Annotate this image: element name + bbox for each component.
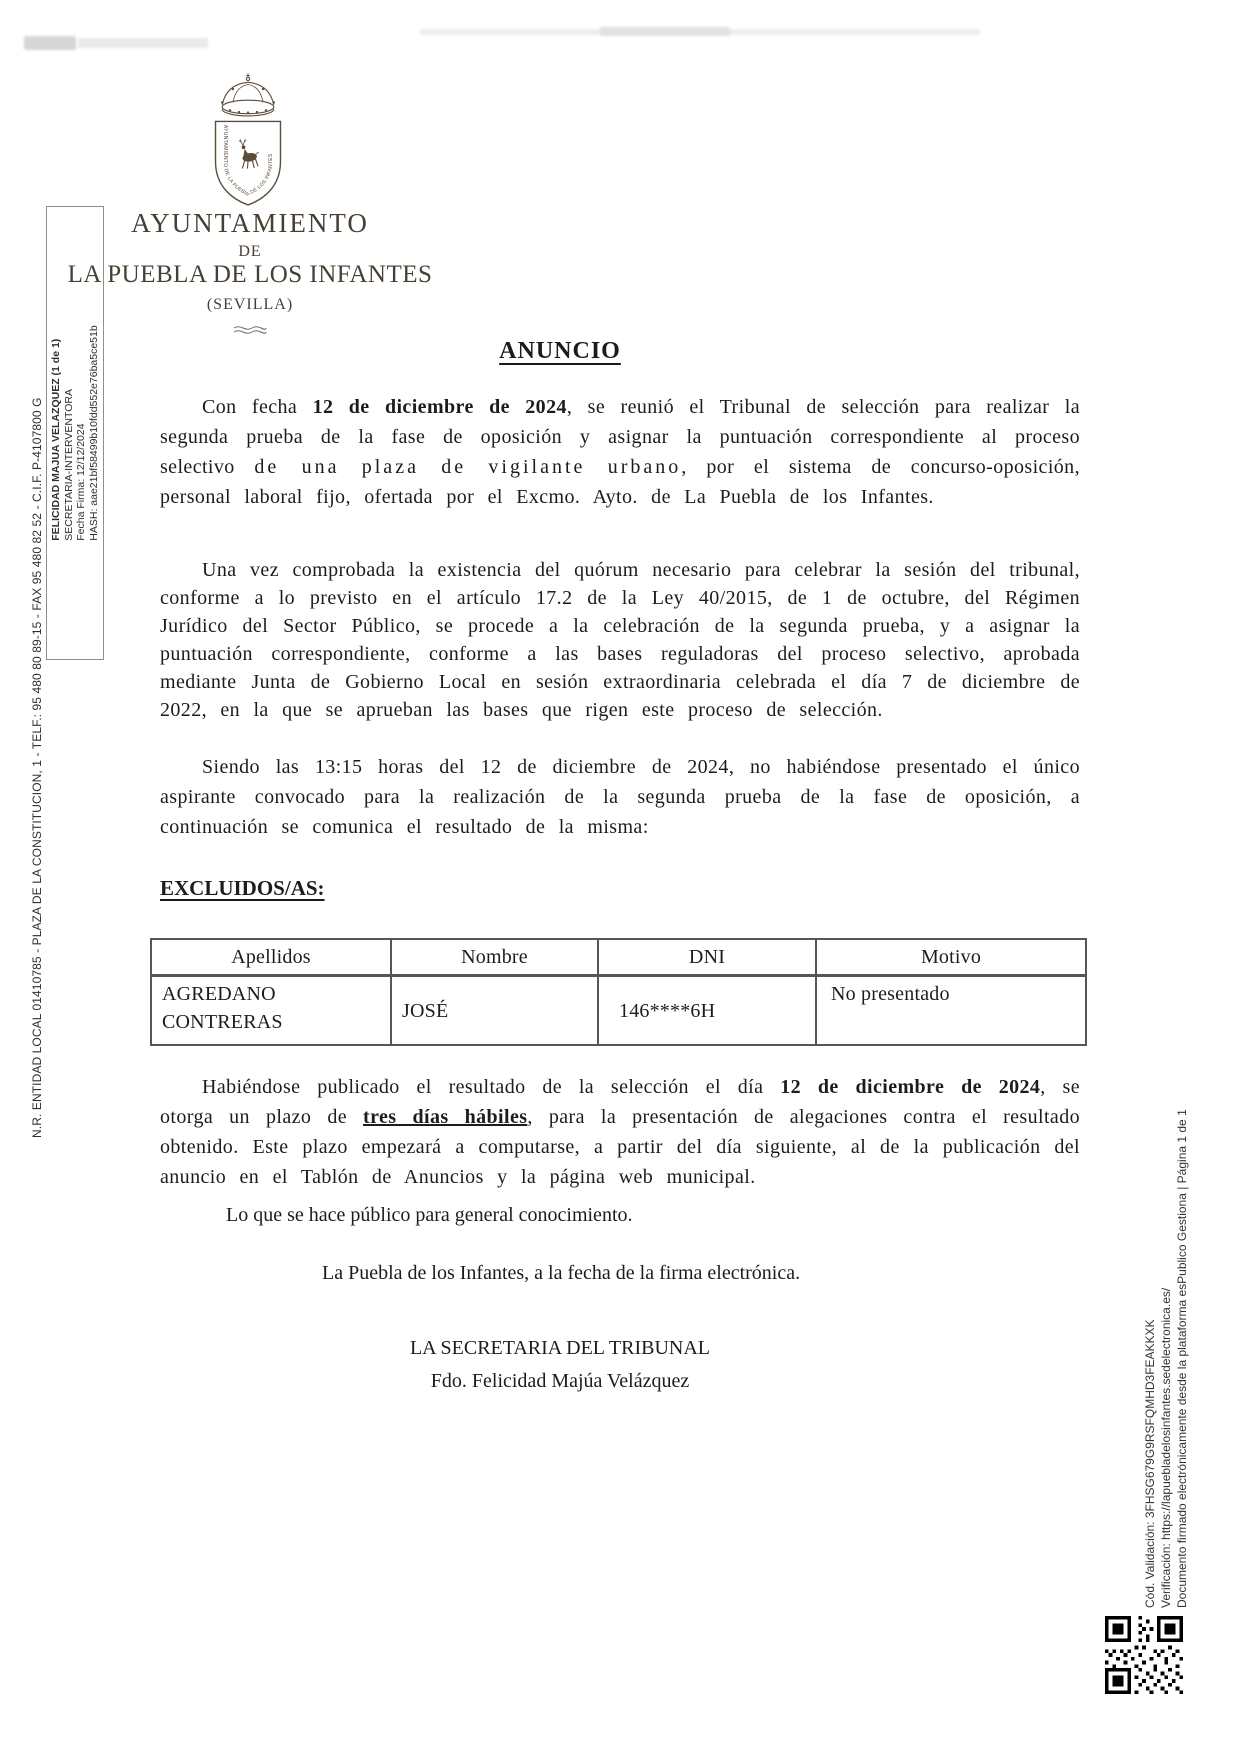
paragraph-3: Siendo las 13:15 horas del 12 de diciembre de 2024, no habiéndose presentado el único aspirante convocado para la realización de la segunda prueba de la fase de oposición, a continuación se comunica el resultado de la misma:	[160, 756, 1080, 838]
coat-of-arms-icon	[192, 70, 304, 220]
document-title	[160, 338, 960, 365]
signature-hash: HASH: aae21bf58499b10fdd552e76ba5ce51b	[87, 325, 100, 541]
scan-artifact	[600, 27, 730, 36]
header-divider-squiggle	[232, 325, 268, 335]
validation-code-line: Cód. Validación: 3FHSG679G9RSFQMHD3FEAKKXK	[1143, 1319, 1157, 1608]
table-header-apellidos: Apellidos	[151, 939, 391, 976]
org-name-line1: AYUNTAMIENTO	[131, 208, 369, 238]
document-title-text: ANUNCIO	[499, 338, 621, 364]
closing-public-line: Lo que se hace público para general conocimiento.	[226, 1204, 633, 1226]
paragraph-2: Una vez comprobada la existencia del quórum necesario para celebrar la sesión del tribunal, conforme a lo previsto en el artículo 17.2 de la Ley 40/2015, de 1 de octubre, del Régimen Jurídico del Sector Público, se procede a la celebración de la segunda prueba, y a asignar la puntuación correspondiente, conforme a las bases reguladoras del proceso selectivo, aprobada mediante Junta de Gobierno Local en sesión extraordinaria celebrada el día 7 de diciembre de 2022, en la que se aprueban las bases que rigen este proceso de selección.	[160, 559, 1080, 721]
table-header-row	[151, 939, 1086, 976]
paragraph-4: Habiéndose publicado el resultado de la selección el día 12 de diciembre de 2024, se otorga un plazo de tres días hábiles, para la presentación de alegaciones contra el resultado obtenido. Este plazo empezará a computarse, a partir del día siguiente, al de la publicación del anuncio en el Tablón de Anuncios y la página web municipal.	[160, 1076, 1080, 1188]
signer-name: FELICIDAD MAJUA VELAZQUEZ (1 de 1)	[50, 338, 62, 541]
table-row	[151, 976, 1086, 1046]
signer-info-box	[46, 206, 104, 660]
org-name-line2: DE	[238, 243, 262, 260]
table-header-dni: DNI	[598, 939, 816, 976]
cell-nombre: JOSÉ	[391, 976, 598, 1046]
excluded-table	[150, 938, 1087, 1046]
signed-document-line: Documento firmado electrónicamente desde la plataforma esPublico Gestiona | Página 1 de 1	[1175, 1109, 1189, 1608]
cell-motivo: No presentado	[816, 976, 1086, 1046]
table-header-motivo: Motivo	[816, 939, 1086, 976]
org-name-line3: LA PUEBLA DE LOS INFANTES	[67, 261, 433, 288]
signer-role: SECRETARIA-INTERVENTORA	[62, 389, 75, 541]
excluded-heading-text: EXCLUIDOS/AS:	[160, 876, 325, 900]
cell-apellidos: AGREDANO CONTRERAS	[151, 976, 391, 1046]
qr-code-icon	[1105, 1616, 1183, 1694]
crest-circular-text: AYUNTAMIENTO DE LA PUEBLA DE LOS INFANTES	[221, 124, 275, 198]
entity-registration-line: N.R. ENTIDAD LOCAL 01410785 - PLAZA DE LA CONSTITUCION, 1 - TELF.: 95 480 80 89-15 - FAX 95 480 82 52 - C.I.F. P-4107800 G	[30, 397, 44, 1138]
table-header-nombre: Nombre	[391, 939, 598, 976]
closing-place-line: La Puebla de los Infantes, a la fecha de la firma electrónica.	[322, 1262, 801, 1284]
signature-role: LA SECRETARIA DEL TRIBUNAL	[409, 1337, 711, 1359]
signature-date: Fecha Firma: 12/12/2024	[75, 423, 87, 541]
scan-artifact	[24, 36, 76, 50]
excluded-heading	[160, 876, 325, 901]
verification-url-line: Verificación: https://lapuebladelosinfantes.sedelectronica.es/	[1159, 1287, 1173, 1608]
deer-icon	[239, 139, 259, 168]
org-province: (SEVILLA)	[206, 296, 294, 313]
paragraph-1: Con fecha 12 de diciembre de 2024, se reunió el Tribunal de selección para realizar la segunda prueba de la fase de oposición y asignar la puntuación correspondiente al proceso selectivo de una plaza de vigilante urbano, por el sistema de concurso-oposición, personal laboral fijo, ofertada por el Excmo. Ayto. de La Puebla de los Infantes.	[160, 396, 1080, 508]
signature-name: Fdo. Felicidad Majúa Velázquez	[430, 1370, 690, 1392]
cell-dni: 146****6H	[598, 976, 816, 1046]
scan-artifact	[78, 38, 208, 48]
signature-block	[160, 1332, 960, 1398]
